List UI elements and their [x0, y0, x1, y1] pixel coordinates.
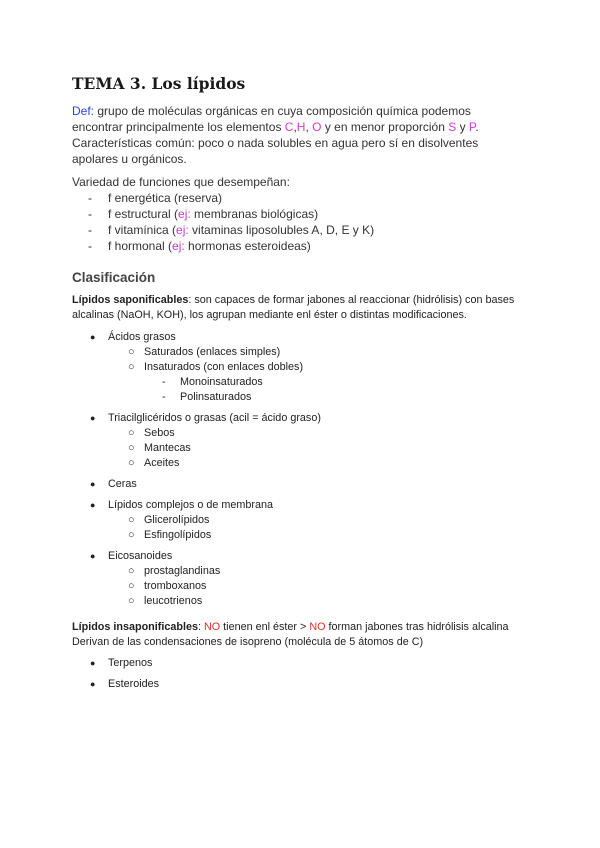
- list-item: [88, 528, 321, 543]
- element-s: S: [448, 120, 457, 134]
- function-item: [88, 222, 374, 238]
- ej-label: ej:: [172, 239, 185, 253]
- list-item: [88, 360, 321, 375]
- list-item: [88, 411, 321, 426]
- list-item: [88, 330, 321, 345]
- list-item-text: Eicosanoides: [108, 550, 173, 562]
- circle-marker: ○: [128, 595, 135, 607]
- circle-marker: ○: [128, 427, 135, 439]
- element-p: P: [468, 120, 476, 134]
- list-item: [88, 498, 321, 513]
- list-item: [88, 564, 321, 579]
- insaponificables-term: Lípidos insaponificables: [72, 621, 198, 633]
- function-text: f vitamínica (: [108, 223, 177, 237]
- list-item-text: Polinsaturados: [180, 391, 252, 403]
- ej-label: ej:: [178, 207, 191, 221]
- list-item: [88, 441, 321, 456]
- list-item: [88, 426, 321, 441]
- function-item: [88, 206, 374, 222]
- no-emphasis-2: NO: [309, 621, 326, 633]
- list-item-text: Insaturados (con enlaces dobles): [144, 361, 304, 373]
- page-title: TEMA 3. Los lípidos: [72, 74, 246, 93]
- bullet-marker: ●: [90, 332, 96, 342]
- list-item-text: tromboxanos: [144, 580, 207, 592]
- list-item: [88, 549, 321, 564]
- dash-marker: -: [88, 191, 92, 205]
- function-text: f estructural (: [108, 207, 179, 221]
- definition-paragraph: [72, 103, 479, 167]
- dash-marker: -: [162, 376, 166, 388]
- element-h: H: [296, 120, 306, 134]
- list-item: [88, 513, 321, 528]
- circle-marker: ○: [128, 529, 135, 541]
- circle-marker: ○: [128, 361, 135, 373]
- list-item: [88, 677, 159, 692]
- function-detail: vitaminas liposolubles A, D, E y K): [188, 223, 375, 237]
- element-c: C: [284, 120, 294, 134]
- bullet-marker: ●: [90, 658, 96, 668]
- definition-line-3: Características común: poco o nada solubles en agua pero sí en disolventes: [72, 136, 479, 150]
- circle-marker: ○: [128, 346, 135, 358]
- list-item: [88, 579, 321, 594]
- function-item: [88, 238, 374, 254]
- no-emphasis-1: NO: [203, 621, 221, 633]
- list-item-text: Esfingolípidos: [144, 529, 212, 541]
- dash-marker: -: [88, 207, 92, 221]
- list-item-text: Saturados (enlaces simples): [144, 346, 281, 358]
- list-item-text: Mantecas: [144, 442, 191, 454]
- section-heading-clasificacion: Clasificación: [72, 270, 156, 285]
- list-item: [88, 594, 321, 609]
- list-item-text: Ceras: [108, 478, 137, 490]
- circle-marker: ○: [128, 580, 135, 592]
- saponificables-term: Lípidos saponificables: [72, 294, 189, 306]
- list-item: [88, 477, 321, 492]
- function-item: [88, 190, 374, 206]
- circle-marker: ○: [128, 565, 135, 577]
- list-item-text: leucotrienos: [144, 595, 203, 607]
- definition-line-4: apolares u orgánicos.: [72, 152, 187, 166]
- dash-marker: -: [162, 391, 166, 403]
- definition-line-2: encontrar principalmente los elementos C,H, O y en menor proporción S y P.: [72, 120, 479, 134]
- saponificables-paragraph: Lípidos saponificables: son capaces de formar jabones al reaccionar (hidrólisis) con bases alcalinas (NaOH, KOH), los agrupan mediante enl éster o distintas modificaciones.: [72, 294, 515, 321]
- dash-marker: -: [88, 223, 92, 237]
- bullet-marker: ●: [90, 551, 96, 561]
- element-o: O: [312, 120, 322, 134]
- bullet-marker: ●: [90, 479, 96, 489]
- list-item-text: Monoinsaturados: [180, 376, 263, 388]
- list-item: [88, 456, 321, 471]
- saponificables-list: [88, 330, 321, 609]
- list-item-text: Sebos: [144, 427, 175, 439]
- dash-marker: -: [88, 239, 92, 253]
- ej-label: ej:: [176, 223, 189, 237]
- list-item-text: prostaglandinas: [144, 565, 221, 577]
- list-item-text: Esteroides: [108, 678, 160, 690]
- list-item-text: Triacilglicéridos o grasas (acil = ácido graso): [108, 412, 321, 424]
- circle-marker: ○: [128, 442, 135, 454]
- list-item-text: Terpenos: [108, 657, 153, 669]
- functions-list: [88, 190, 374, 254]
- list-item: [88, 390, 321, 405]
- bullet-marker: ●: [90, 679, 96, 689]
- list-item: [88, 656, 159, 671]
- list-item-text: Ácidos grasos: [108, 331, 176, 343]
- circle-marker: ○: [128, 457, 135, 469]
- list-item: [88, 375, 321, 390]
- bullet-marker: ●: [90, 413, 96, 423]
- list-item: [88, 345, 321, 360]
- function-text: f hormonal (: [108, 239, 173, 253]
- function-detail: hormonas esteroideas): [184, 239, 311, 253]
- bullet-marker: ●: [90, 500, 96, 510]
- list-item-text: Lípidos complejos o de membrana: [108, 499, 274, 511]
- list-item-text: Glicerolípidos: [144, 514, 210, 526]
- function-detail: membranas biológicas): [190, 207, 319, 221]
- insaponificables-paragraph: Lípidos insaponificables: NO tienen enl éster > NO forman jabones tras hidrólisis alcalina Derivan de las condensaciones de isopreno (molécula de 5 átomos de C): [72, 621, 509, 648]
- insaponificables-list: [88, 656, 159, 692]
- function-text: f energética (reserva): [108, 191, 223, 205]
- circle-marker: ○: [128, 514, 135, 526]
- def-label: Def:: [72, 104, 95, 118]
- definition-line-1: Def: grupo de moléculas orgánicas en cuya composición química podemos: [72, 104, 471, 118]
- list-item-text: Aceites: [144, 457, 180, 469]
- functions-intro: Variedad de funciones que desempeñan:: [72, 175, 290, 189]
